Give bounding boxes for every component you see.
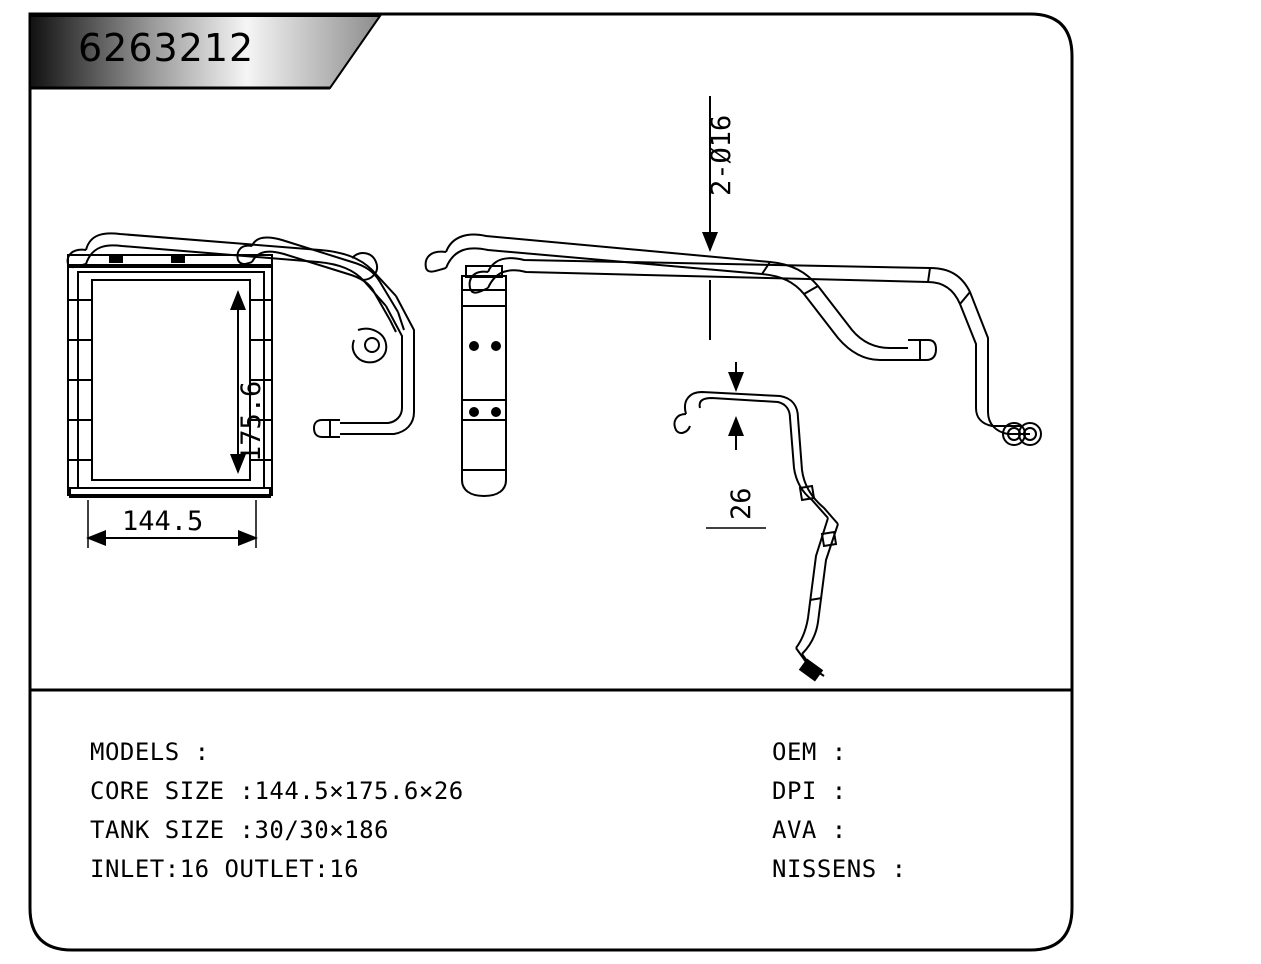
dimension-label-core-height: 175.6 bbox=[236, 380, 267, 462]
bracket-assembly bbox=[674, 392, 838, 680]
spec-models: MODELS : bbox=[90, 738, 210, 766]
dimension-label-core-width: 144.5 bbox=[122, 506, 204, 537]
spec-dpi: DPI : bbox=[772, 777, 847, 805]
page-border bbox=[30, 14, 1072, 950]
spec-ava: AVA : bbox=[772, 816, 847, 844]
page-title: 6263212 bbox=[78, 26, 255, 70]
spec-oem: OEM : bbox=[772, 738, 847, 766]
spec-nissens: NISSENS : bbox=[772, 855, 907, 883]
heater-core-side-view bbox=[462, 266, 506, 496]
pipe-assembly-top-view bbox=[426, 235, 1041, 445]
spec-inlet-outlet: INLET:16 OUTLET:16 bbox=[90, 855, 360, 883]
dimension-label-tube-holes: 2-Ø16 bbox=[706, 114, 737, 196]
spec-tank-size: TANK SIZE :30/30×186 bbox=[90, 816, 389, 844]
spec-core-size: CORE SIZE :144.5×175.6×26 bbox=[90, 777, 464, 805]
dimension-label-core-depth: 26 bbox=[726, 487, 757, 520]
